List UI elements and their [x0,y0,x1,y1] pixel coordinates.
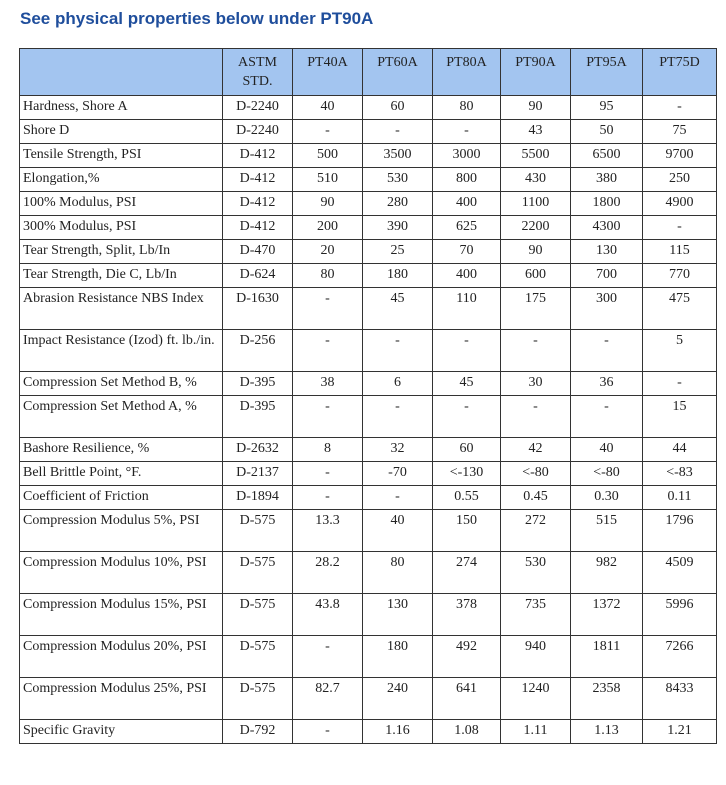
value-cell: 625 [433,216,501,240]
value-cell: 800 [433,168,501,192]
astm-cell: D-575 [223,510,293,552]
value-cell: 735 [501,594,571,636]
value-cell: 770 [643,264,717,288]
value-cell: 130 [363,594,433,636]
value-cell: - [363,396,433,438]
value-cell: 1100 [501,192,571,216]
property-cell: Bell Brittle Point, °F. [20,462,223,486]
value-cell: 13.3 [293,510,363,552]
value-cell: 982 [571,552,643,594]
value-cell: 274 [433,552,501,594]
table-row [20,486,717,510]
value-cell: 90 [293,192,363,216]
value-cell: 32 [363,438,433,462]
value-cell: - [433,396,501,438]
value-cell: 380 [571,168,643,192]
header-cell-pt60a: PT60A [363,49,433,96]
value-cell: - [643,372,717,396]
table-row [20,330,717,372]
value-cell: 82.7 [293,678,363,720]
astm-cell: D-2240 [223,96,293,120]
value-cell: 1.16 [363,720,433,744]
value-cell: 700 [571,264,643,288]
table-row [20,240,717,264]
value-cell: 175 [501,288,571,330]
value-cell: - [643,96,717,120]
value-cell: - [293,288,363,330]
value-cell: <-80 [571,462,643,486]
value-cell: 300 [571,288,643,330]
value-cell: 1.21 [643,720,717,744]
value-cell: 0.55 [433,486,501,510]
property-cell: Compression Modulus 15%, PSI [20,594,223,636]
value-cell: - [293,720,363,744]
value-cell: 500 [293,144,363,168]
value-cell: - [293,120,363,144]
value-cell: 515 [571,510,643,552]
header-cell-property [20,49,223,96]
value-cell: 75 [643,120,717,144]
astm-cell: D-575 [223,594,293,636]
astm-cell: D-395 [223,372,293,396]
value-cell: - [643,216,717,240]
value-cell: - [501,330,571,372]
value-cell: 250 [643,168,717,192]
value-cell: 1800 [571,192,643,216]
value-cell: 400 [433,264,501,288]
value-cell: 40 [363,510,433,552]
property-cell: Impact Resistance (Izod) ft. lb./in. [20,330,223,372]
value-cell: 430 [501,168,571,192]
property-cell: Tear Strength, Die C, Lb/In [20,264,223,288]
value-cell: 180 [363,636,433,678]
astm-cell: D-412 [223,216,293,240]
value-cell: 38 [293,372,363,396]
value-cell: 4300 [571,216,643,240]
value-cell: - [571,330,643,372]
astm-cell: D-792 [223,720,293,744]
value-cell: 1240 [501,678,571,720]
value-cell: - [293,330,363,372]
value-cell: 3000 [433,144,501,168]
properties-table [19,48,717,744]
table-row [20,144,717,168]
value-cell: 150 [433,510,501,552]
value-cell: 130 [571,240,643,264]
astm-cell: D-575 [223,636,293,678]
astm-cell: D-395 [223,396,293,438]
property-cell: Shore D [20,120,223,144]
value-cell: 36 [571,372,643,396]
value-cell: 530 [501,552,571,594]
value-cell: 2200 [501,216,571,240]
value-cell: 400 [433,192,501,216]
value-cell: 90 [501,96,571,120]
value-cell: 940 [501,636,571,678]
table-row [20,216,717,240]
value-cell: 6500 [571,144,643,168]
value-cell: 40 [293,96,363,120]
value-cell: - [433,120,501,144]
value-cell: 20 [293,240,363,264]
value-cell: 180 [363,264,433,288]
astm-cell: D-2240 [223,120,293,144]
value-cell: 1.08 [433,720,501,744]
value-cell: 15 [643,396,717,438]
value-cell: 200 [293,216,363,240]
value-cell: 510 [293,168,363,192]
value-cell: 600 [501,264,571,288]
value-cell: 3500 [363,144,433,168]
value-cell: 280 [363,192,433,216]
value-cell: 30 [501,372,571,396]
value-cell: 378 [433,594,501,636]
table-body [20,96,717,744]
value-cell: -70 [363,462,433,486]
table-row [20,510,717,552]
property-cell: Abrasion Resistance NBS Index [20,288,223,330]
table-row [20,264,717,288]
value-cell: 4509 [643,552,717,594]
astm-cell: D-575 [223,678,293,720]
value-cell: 43 [501,120,571,144]
value-cell: 45 [433,372,501,396]
value-cell: - [293,462,363,486]
value-cell: 1796 [643,510,717,552]
value-cell: 1.11 [501,720,571,744]
value-cell: 1372 [571,594,643,636]
value-cell: 6 [363,372,433,396]
property-cell: Tear Strength, Split, Lb/In [20,240,223,264]
table-row [20,438,717,462]
value-cell: - [571,396,643,438]
value-cell: 60 [433,438,501,462]
property-cell: Hardness, Shore A [20,96,223,120]
header-cell-astm: ASTM STD. [223,49,293,96]
header-cell-pt80a: PT80A [433,49,501,96]
property-cell: Compression Set Method B, % [20,372,223,396]
property-cell: Compression Set Method A, % [20,396,223,438]
astm-cell: D-470 [223,240,293,264]
property-cell: Compression Modulus 20%, PSI [20,636,223,678]
astm-cell: D-412 [223,192,293,216]
value-cell: 80 [363,552,433,594]
property-cell: Coefficient of Friction [20,486,223,510]
table-row [20,192,717,216]
property-cell: Bashore Resilience, % [20,438,223,462]
value-cell: 28.2 [293,552,363,594]
value-cell: 0.11 [643,486,717,510]
value-cell: 95 [571,96,643,120]
property-cell: 300% Modulus, PSI [20,216,223,240]
table-row [20,462,717,486]
value-cell: - [293,486,363,510]
astm-cell: D-1630 [223,288,293,330]
value-cell: 115 [643,240,717,264]
value-cell: 80 [293,264,363,288]
value-cell: 9700 [643,144,717,168]
value-cell: 90 [501,240,571,264]
value-cell: - [501,396,571,438]
value-cell: 1.13 [571,720,643,744]
value-cell: 25 [363,240,433,264]
property-cell: Compression Modulus 10%, PSI [20,552,223,594]
value-cell: 5996 [643,594,717,636]
table-row [20,678,717,720]
astm-cell: D-575 [223,552,293,594]
value-cell: - [363,330,433,372]
value-cell: 475 [643,288,717,330]
value-cell: - [293,636,363,678]
value-cell: 5500 [501,144,571,168]
value-cell: 492 [433,636,501,678]
value-cell: 0.30 [571,486,643,510]
value-cell: - [293,396,363,438]
table-row [20,636,717,678]
value-cell: 80 [433,96,501,120]
header-cell-pt75d: PT75D [643,49,717,96]
value-cell: 44 [643,438,717,462]
header-cell-pt90a: PT90A [501,49,571,96]
value-cell: 110 [433,288,501,330]
value-cell: 45 [363,288,433,330]
table-row [20,168,717,192]
value-cell: 5 [643,330,717,372]
astm-cell: D-2632 [223,438,293,462]
page-heading: See physical properties below under PT90A [20,9,374,28]
table-row [20,720,717,744]
value-cell: 7266 [643,636,717,678]
value-cell: 8 [293,438,363,462]
value-cell: 0.45 [501,486,571,510]
property-cell: Compression Modulus 25%, PSI [20,678,223,720]
value-cell: 390 [363,216,433,240]
value-cell: - [363,486,433,510]
value-cell: 4900 [643,192,717,216]
header-row [20,49,717,96]
astm-cell: D-412 [223,144,293,168]
value-cell: 50 [571,120,643,144]
property-cell: Specific Gravity [20,720,223,744]
astm-cell: D-256 [223,330,293,372]
table-row [20,396,717,438]
value-cell: <-130 [433,462,501,486]
table-row [20,372,717,396]
table-row [20,120,717,144]
value-cell: 530 [363,168,433,192]
value-cell: 8433 [643,678,717,720]
value-cell: 60 [363,96,433,120]
table-row [20,594,717,636]
value-cell: 1811 [571,636,643,678]
value-cell: 2358 [571,678,643,720]
value-cell: 240 [363,678,433,720]
value-cell: - [433,330,501,372]
value-cell: 42 [501,438,571,462]
property-cell: Compression Modulus 5%, PSI [20,510,223,552]
value-cell: - [363,120,433,144]
header-cell-pt40a: PT40A [293,49,363,96]
value-cell: 272 [501,510,571,552]
value-cell: 40 [571,438,643,462]
property-cell: 100% Modulus, PSI [20,192,223,216]
value-cell: <-80 [501,462,571,486]
value-cell: 641 [433,678,501,720]
astm-cell: D-624 [223,264,293,288]
astm-cell: D-412 [223,168,293,192]
value-cell: <-83 [643,462,717,486]
astm-cell: D-2137 [223,462,293,486]
table-row [20,288,717,330]
property-cell: Tensile Strength, PSI [20,144,223,168]
value-cell: 70 [433,240,501,264]
table-row [20,96,717,120]
astm-cell: D-1894 [223,486,293,510]
value-cell: 43.8 [293,594,363,636]
property-cell: Elongation,% [20,168,223,192]
header-cell-pt95a: PT95A [571,49,643,96]
table-row [20,552,717,594]
